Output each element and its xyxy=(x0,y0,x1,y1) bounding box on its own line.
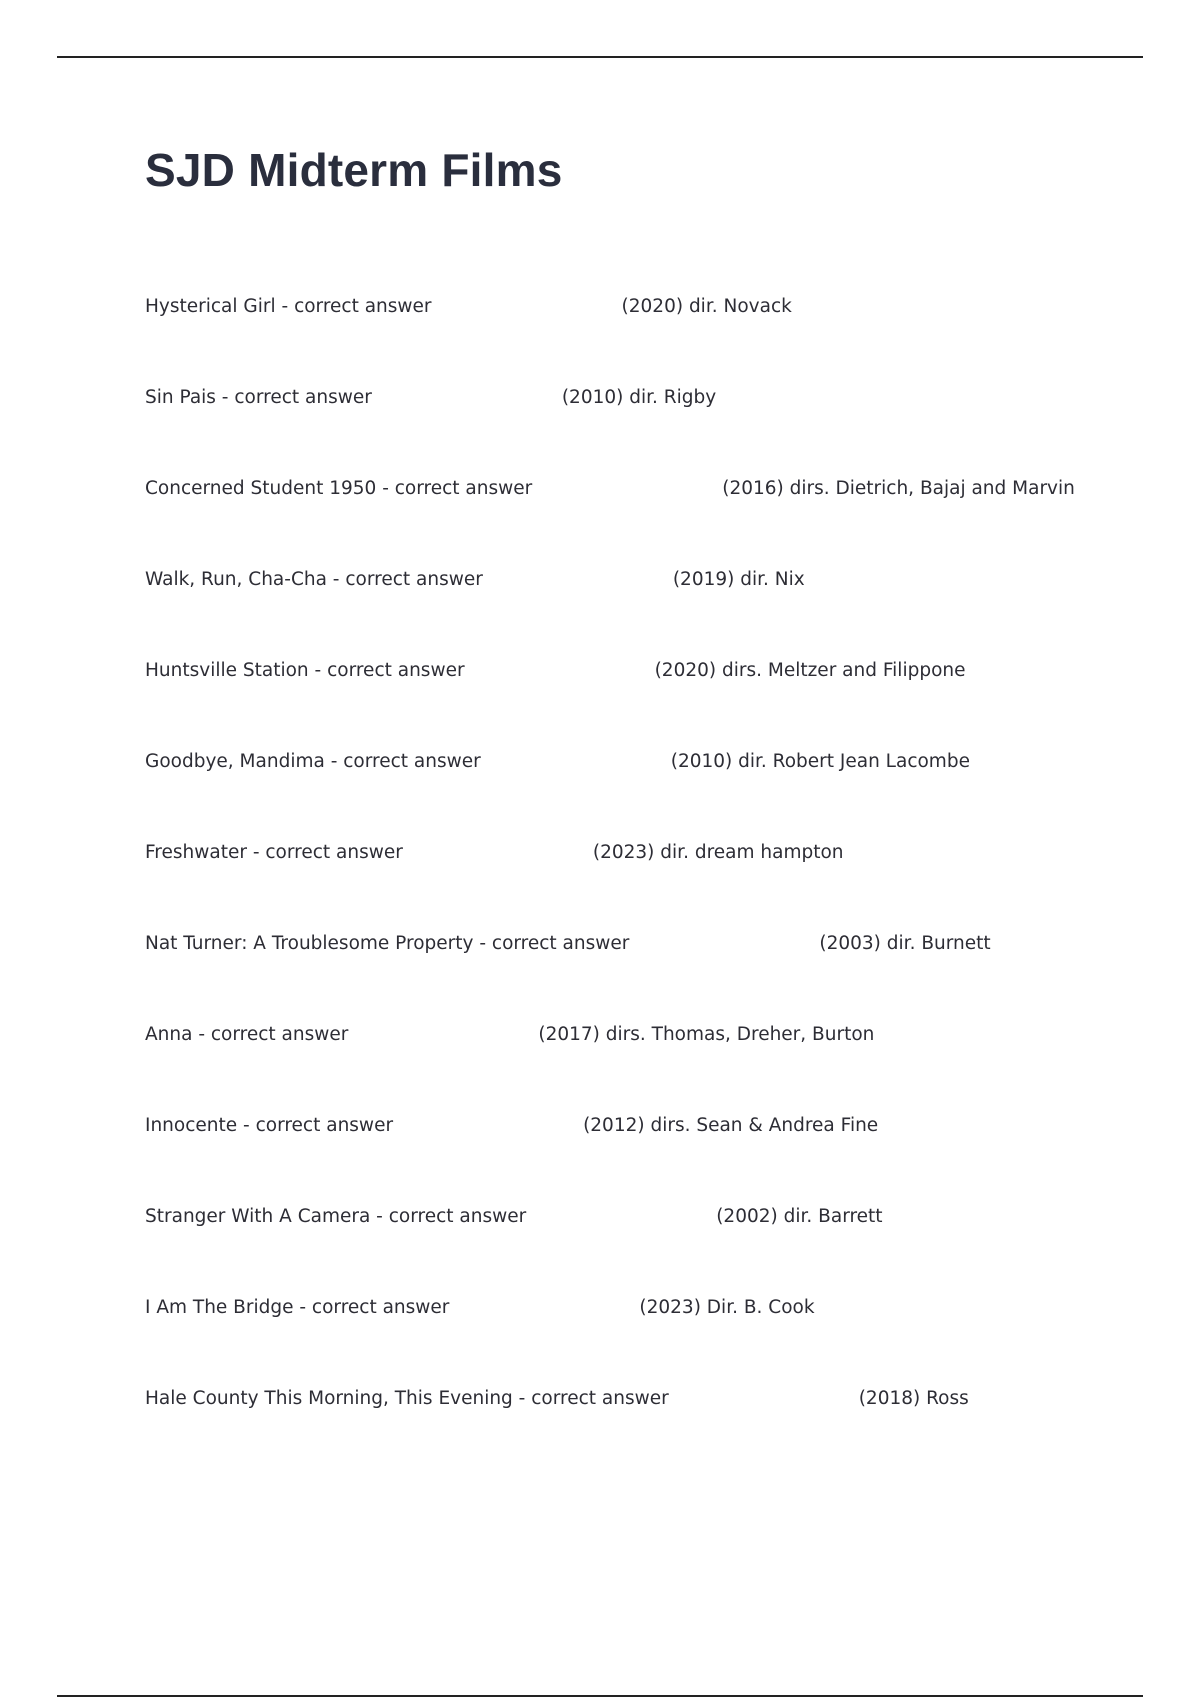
flashcard-entry xyxy=(145,1382,1145,1473)
flashcard-answer: (2020) dirs. Meltzer and Filippone xyxy=(654,660,966,681)
bottom-rule xyxy=(57,1695,1143,1697)
flashcard-entry xyxy=(145,290,1145,381)
flashcard-answer: (2019) dir. Nix xyxy=(672,569,805,590)
flashcard-entry xyxy=(145,1018,1145,1109)
flashcard-entry xyxy=(145,836,1145,927)
flashcard-term: Goodbye, Mandima - correct answer xyxy=(145,751,481,772)
flashcard-entry xyxy=(145,745,1145,836)
flashcard-answer: (2023) dir. dream hampton xyxy=(592,842,844,863)
flashcard-term: Sin Pais - correct answer xyxy=(145,387,372,408)
flashcard-entry xyxy=(145,381,1145,472)
flashcard-entry xyxy=(145,654,1145,745)
flashcard-entry xyxy=(145,563,1145,654)
flashcard-term: Hysterical Girl - correct answer xyxy=(145,296,432,317)
flashcard-answer: (2012) dirs. Sean & Andrea Fine xyxy=(583,1115,879,1136)
top-rule xyxy=(57,56,1143,58)
flashcard-list xyxy=(145,290,1145,1473)
flashcard-term: Stranger With A Camera - correct answer xyxy=(145,1206,527,1227)
flashcard-answer: (2023) Dir. B. Cook xyxy=(639,1297,815,1318)
flashcard-term: Concerned Student 1950 - correct answer xyxy=(145,478,533,499)
flashcard-answer: (2010) dir. Robert Jean Lacombe xyxy=(670,751,970,772)
flashcard-entry xyxy=(145,1291,1145,1382)
flashcard-answer: (2017) dirs. Thomas, Dreher, Burton xyxy=(538,1024,875,1045)
flashcard-term: Hale County This Morning, This Evening - correct answer xyxy=(145,1388,669,1409)
flashcard-answer: (2020) dir. Novack xyxy=(621,296,792,317)
flashcard-entry xyxy=(145,927,1145,1018)
flashcard-answer: (2016) dirs. Dietrich, Bajaj and Marvin xyxy=(722,478,1075,499)
flashcard-term: I Am The Bridge - correct answer xyxy=(145,1297,450,1318)
flashcard-answer: (2002) dir. Barrett xyxy=(716,1206,883,1227)
flashcard-term: Walk, Run, Cha-Cha - correct answer xyxy=(145,569,483,590)
document-title: SJD Midterm Films xyxy=(145,144,563,196)
flashcard-answer: (2003) dir. Burnett xyxy=(819,933,991,954)
flashcard-entry xyxy=(145,1200,1145,1291)
flashcard-answer: (2010) dir. Rigby xyxy=(561,387,717,408)
flashcard-entry xyxy=(145,1109,1145,1200)
flashcard-term: Huntsville Station - correct answer xyxy=(145,660,465,681)
flashcard-answer: (2018) Ross xyxy=(858,1388,969,1409)
flashcard-term: Anna - correct answer xyxy=(145,1024,349,1045)
flashcard-term: Innocente - correct answer xyxy=(145,1115,394,1136)
flashcard-term: Nat Turner: A Troublesome Property - correct answer xyxy=(145,933,630,954)
flashcard-entry xyxy=(145,472,1145,563)
flashcard-term: Freshwater - correct answer xyxy=(145,842,403,863)
